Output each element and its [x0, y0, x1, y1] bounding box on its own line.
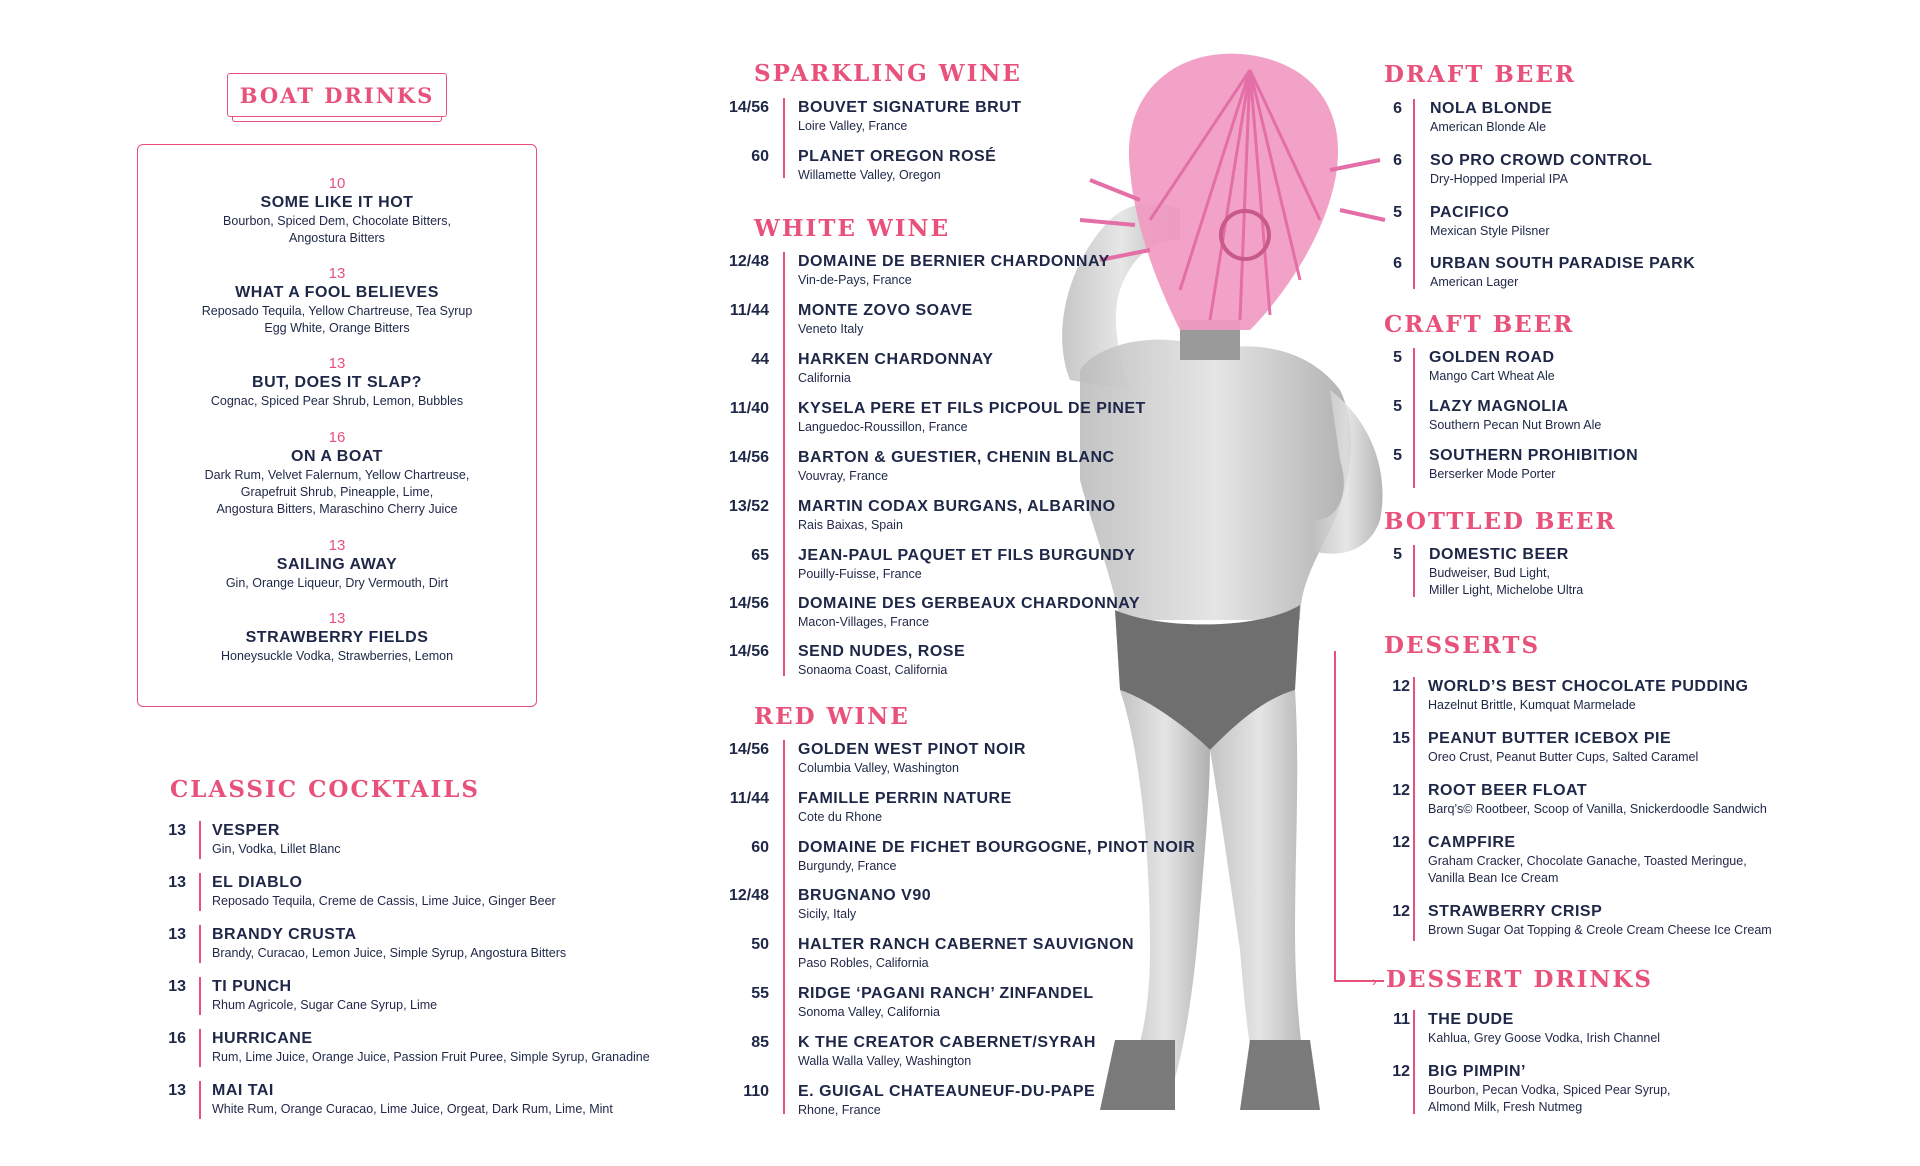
- list-item: [712, 399, 1312, 439]
- item-price: 50: [751, 936, 769, 953]
- item-name: TI PUNCH: [212, 978, 292, 995]
- item-description: White Rum, Orange Curacao, Lime Juice, Orgeat, Dark Rum, Lime, Mint: [212, 1102, 613, 1116]
- item-name: BIG PIMPIN’: [1428, 1063, 1526, 1080]
- item-price: 11/44: [729, 790, 769, 807]
- red-wine-title: RED WINE: [754, 703, 910, 730]
- list-item: [1384, 1010, 1864, 1050]
- list-item: [712, 350, 1312, 390]
- dessert-drinks-title: DESSERT DRINKS: [1386, 966, 1653, 993]
- item-price: 15: [1392, 730, 1410, 747]
- item-name: STRAWBERRY CRISP: [1428, 903, 1603, 920]
- item-name: THE DUDE: [1428, 1011, 1514, 1028]
- item-description: Mango Cart Wheat Ale: [1429, 369, 1555, 383]
- list-item: [712, 935, 1312, 975]
- item-name: MAI TAI: [212, 1082, 274, 1099]
- item-price: 12: [1392, 903, 1410, 920]
- arrow-right-icon: ›: [1372, 973, 1377, 989]
- item-price: 13: [168, 1082, 186, 1099]
- list-item: [138, 265, 536, 337]
- item-price: 16: [168, 1030, 186, 1047]
- item-name: HURRICANE: [212, 1030, 313, 1047]
- item-description: Cote du Rhone: [798, 810, 883, 824]
- item-name: PLANET OREGON ROSÉ: [798, 148, 997, 165]
- item-price: 13: [168, 874, 186, 891]
- item-name: HALTER RANCH CABERNET SAUVIGNON: [798, 936, 1135, 953]
- item-name: PACIFICO: [1430, 204, 1510, 221]
- list-item: [712, 642, 1312, 682]
- list-item: [150, 1081, 710, 1121]
- list-item: [138, 355, 536, 410]
- item-name: SOUTHERN PROHIBITION: [1429, 447, 1639, 464]
- item-description: Macon-Villages, France: [798, 615, 930, 629]
- item-name: JEAN-PAUL PAQUET ET FILS BURGUNDY: [798, 547, 1136, 564]
- item-description: Kahlua, Grey Goose Vodka, Irish Channel: [1428, 1031, 1661, 1045]
- item-description: Gin, Vodka, Lillet Blanc: [212, 842, 341, 856]
- item-name: PEANUT BUTTER ICEBOX PIE: [1428, 730, 1672, 747]
- item-price: 11/44: [729, 302, 769, 319]
- item-name: BRUGNANO V90: [798, 887, 932, 904]
- item-name: DOMAINE DE BERNIER CHARDONNAY: [798, 253, 1110, 270]
- item-price: 6: [1393, 152, 1402, 169]
- list-item: [150, 1029, 710, 1069]
- item-name: URBAN SOUTH PARADISE PARK: [1430, 255, 1696, 272]
- item-description: Honeysuckle Vodka, Strawberries, Lemon: [220, 649, 454, 663]
- item-description: Pouilly-Fuisse, France: [798, 567, 922, 581]
- list-item: [150, 977, 710, 1017]
- item-description: Gin, Orange Liqueur, Dry Vermouth, Dirt: [225, 576, 449, 590]
- list-item: [712, 98, 1272, 138]
- item-name: SOME LIKE IT HOT: [260, 194, 414, 211]
- item-name: STRAWBERRY FIELDS: [245, 629, 429, 646]
- item-description: Brown Sugar Oat Topping & Creole Cream Cheese Ice Cream: [1428, 923, 1772, 937]
- item-price: 5: [1393, 349, 1402, 366]
- item-description: California: [798, 371, 851, 385]
- item-name: KYSELA PERE ET FILS PICPOUL DE PINET: [798, 400, 1146, 417]
- item-name: RIDGE ‘PAGANI RANCH’ ZINFANDEL: [798, 985, 1094, 1002]
- item-name: DOMESTIC BEER: [1429, 546, 1569, 563]
- list-item: [1384, 729, 1864, 769]
- item-name: K THE CREATOR CABERNET/SYRAH: [798, 1034, 1096, 1051]
- item-name: MARTIN CODAX BURGANS, ALBARINO: [798, 498, 1116, 515]
- item-price: 13: [328, 265, 346, 282]
- item-price: 6: [1393, 100, 1402, 117]
- item-description: Bourbon, Spiced Dem, Chocolate Bitters, Angostura Bitters: [223, 214, 451, 245]
- item-description: Loire Valley, France: [798, 119, 908, 133]
- item-description: American Blonde Ale: [1430, 120, 1547, 134]
- item-name: VESPER: [212, 822, 280, 839]
- list-item: [712, 546, 1312, 586]
- list-item: [1384, 254, 1864, 294]
- item-description: Vouvray, France: [798, 469, 889, 483]
- list-item: [712, 1082, 1312, 1122]
- item-description: Brandy, Curacao, Lemon Juice, Simple Syrup, Angostura Bitters: [212, 946, 567, 960]
- list-item: [150, 873, 710, 913]
- item-price: 13/52: [728, 498, 769, 515]
- list-item: [1384, 348, 1864, 388]
- classic-cocktails-title: CLASSIC COCKTAILS: [170, 776, 480, 803]
- item-description: Sicily, Italy: [798, 907, 857, 921]
- item-name: GOLDEN ROAD: [1429, 349, 1555, 366]
- list-item: [1384, 151, 1864, 191]
- item-name: MONTE ZOVO SOAVE: [798, 302, 973, 319]
- item-name: BUT, DOES IT SLAP?: [252, 374, 422, 391]
- sparkling-wine-title: SPARKLING WINE: [754, 60, 1022, 87]
- item-price: 10: [328, 175, 346, 192]
- list-item: [712, 147, 1272, 187]
- item-price: 12/48: [728, 253, 769, 270]
- item-price: 14/56: [728, 643, 769, 660]
- item-description: Willamette Valley, Oregon: [798, 168, 941, 182]
- item-price: 6: [1393, 255, 1402, 272]
- item-price: 12/48: [728, 887, 769, 904]
- item-name: GOLDEN WEST PINOT NOIR: [798, 741, 1026, 758]
- item-price: 110: [743, 1083, 769, 1100]
- item-description: Southern Pecan Nut Brown Ale: [1429, 418, 1602, 432]
- item-price: 11/40: [729, 400, 769, 417]
- list-item: [138, 537, 536, 592]
- desserts-title: DESSERTS: [1384, 632, 1541, 659]
- item-description: Berserker Mode Porter: [1429, 467, 1556, 481]
- item-description: Oreo Crust, Peanut Butter Cups, Salted Caramel: [1428, 750, 1699, 764]
- list-item: [712, 594, 1312, 634]
- item-description: Sonoma Valley, California: [798, 1005, 940, 1019]
- item-name: ON A BOAT: [291, 448, 383, 465]
- item-price: 5: [1393, 546, 1402, 563]
- item-name: DOMAINE DE FICHET BOURGOGNE, PINOT NOIR: [798, 839, 1196, 856]
- item-price: 13: [328, 537, 346, 554]
- list-item: [138, 429, 536, 518]
- item-description: Budweiser, Bud Light, Miller Light, Michelobe Ultra: [1429, 566, 1584, 597]
- item-description: Reposado Tequila, Yellow Chartreuse, Tea Syrup Egg White, Orange Bitters: [201, 304, 473, 335]
- item-name: BRANDY CRUSTA: [212, 926, 357, 943]
- item-name: EL DIABLO: [212, 874, 303, 891]
- item-description: Rhum Agricole, Sugar Cane Syrup, Lime: [212, 998, 438, 1012]
- list-item: [712, 1033, 1312, 1073]
- item-price: 14/56: [728, 595, 769, 612]
- list-item: [712, 448, 1312, 488]
- list-item: [1384, 833, 1864, 887]
- item-price: 12: [1392, 678, 1410, 695]
- list-item: [712, 497, 1312, 537]
- item-description: Vin-de-Pays, France: [798, 273, 912, 287]
- item-price: 5: [1393, 204, 1402, 221]
- list-item: [1384, 99, 1864, 139]
- item-name: LAZY MAGNOLIA: [1429, 398, 1569, 415]
- item-price: 13: [168, 822, 186, 839]
- item-description: Burgundy, France: [798, 859, 897, 873]
- list-item: [138, 175, 536, 247]
- craft-beer-title: CRAFT BEER: [1384, 311, 1575, 338]
- item-name: NOLA BLONDE: [1430, 100, 1553, 117]
- item-description: Cognac, Spiced Pear Shrub, Lemon, Bubbles: [210, 394, 464, 408]
- item-price: 11: [1393, 1011, 1410, 1028]
- list-item: [712, 252, 1312, 292]
- item-description: Rhone, France: [798, 1103, 881, 1117]
- list-item: [150, 925, 710, 965]
- list-item: [138, 610, 536, 665]
- item-description: Bourbon, Pecan Vodka, Spiced Pear Syrup, Almond Milk, Fresh Nutmeg: [1428, 1083, 1671, 1114]
- boat-drinks-panel: [137, 144, 537, 707]
- item-name: HARKEN CHARDONNAY: [798, 351, 994, 368]
- item-name: BOUVET SIGNATURE BRUT: [798, 99, 1022, 116]
- item-name: BARTON & GUESTIER, CHENIN BLANC: [798, 449, 1115, 466]
- list-item: [1384, 781, 1864, 821]
- item-price: 14/56: [728, 99, 769, 116]
- item-description: Paso Robles, California: [798, 956, 929, 970]
- item-price: 5: [1393, 398, 1402, 415]
- item-price: 16: [328, 429, 346, 446]
- item-name: DOMAINE DES GERBEAUX CHARDONNAY: [798, 595, 1141, 612]
- bottled-beer-title: BOTTLED BEER: [1384, 508, 1617, 535]
- item-name: SAILING AWAY: [276, 556, 398, 573]
- item-name: CAMPFIRE: [1428, 834, 1516, 851]
- item-name: SO PRO CROWD CONTROL: [1430, 152, 1653, 169]
- item-price: 85: [751, 1034, 769, 1051]
- list-item: [1384, 902, 1864, 942]
- item-description: Sonaoma Coast, California: [798, 663, 948, 677]
- item-price: 55: [751, 985, 769, 1002]
- item-name: WHAT A FOOL BELIEVES: [235, 284, 439, 301]
- white-wine-title: WHITE WINE: [754, 215, 951, 242]
- item-price: 14/56: [728, 741, 769, 758]
- item-name: SEND NUDES, ROSE: [798, 643, 966, 660]
- item-name: WORLD’S BEST CHOCOLATE PUDDING: [1428, 678, 1749, 695]
- item-description: American Lager: [1430, 275, 1519, 289]
- list-item: [1384, 1062, 1864, 1116]
- item-description: Hazelnut Brittle, Kumquat Marmelade: [1428, 698, 1636, 712]
- boat-drinks-title: BOAT DRINKS: [227, 73, 447, 117]
- item-price: 13: [168, 978, 186, 995]
- connector-line: [1334, 651, 1336, 981]
- list-item: [1384, 446, 1864, 486]
- list-item: [712, 789, 1312, 829]
- item-name: FAMILLE PERRIN NATURE: [798, 790, 1012, 807]
- item-price: 65: [751, 547, 769, 564]
- item-description: Rum, Lime Juice, Orange Juice, Passion Fruit Puree, Simple Syrup, Granadine: [212, 1050, 650, 1064]
- item-description: Veneto Italy: [798, 322, 864, 336]
- list-item: [712, 301, 1312, 341]
- item-price: 12: [1392, 782, 1410, 799]
- item-price: 60: [751, 148, 769, 165]
- item-price: 13: [328, 610, 346, 627]
- item-price: 44: [751, 351, 769, 368]
- list-item: [712, 838, 1312, 878]
- item-description: Dry-Hopped Imperial IPA: [1430, 172, 1569, 186]
- item-description: Graham Cracker, Chocolate Ganache, Toasted Meringue, Vanilla Bean Ice Cream: [1428, 854, 1747, 885]
- item-description: Columbia Valley, Washington: [798, 761, 959, 775]
- list-item: [712, 886, 1312, 926]
- list-item: [1384, 677, 1864, 717]
- list-item: [1384, 203, 1864, 243]
- item-price: 5: [1393, 447, 1402, 464]
- item-price: 13: [328, 355, 346, 372]
- list-item: [712, 740, 1312, 780]
- list-item: [712, 984, 1312, 1024]
- item-description: Languedoc-Roussillon, France: [798, 420, 968, 434]
- item-price: 60: [751, 839, 769, 856]
- item-name: E. GUIGAL CHATEAUNEUF-DU-PAPE: [798, 1083, 1096, 1100]
- item-name: ROOT BEER FLOAT: [1428, 782, 1588, 799]
- item-price: 12: [1392, 1063, 1410, 1080]
- item-price: 12: [1392, 834, 1410, 851]
- item-description: Mexican Style Pilsner: [1430, 224, 1550, 238]
- list-item: [150, 821, 710, 861]
- list-item: [1384, 397, 1864, 437]
- item-description: Walla Walla Valley, Washington: [798, 1054, 972, 1068]
- item-price: 14/56: [728, 449, 769, 466]
- item-description: Rais Baixas, Spain: [798, 518, 903, 532]
- item-description: Dark Rum, Velvet Falernum, Yellow Chartreuse, Grapefruit Shrub, Pineapple, Lime, Angostura Bitters, Maraschino Cherry Juice: [204, 468, 470, 516]
- item-description: Barq’s© Rootbeer, Scoop of Vanilla, Snickerdoodle Sandwich: [1428, 802, 1767, 816]
- draft-beer-title: DRAFT BEER: [1384, 61, 1576, 88]
- item-price: 13: [168, 926, 186, 943]
- list-item: [1384, 545, 1864, 599]
- item-description: Reposado Tequila, Creme de Cassis, Lime Juice, Ginger Beer: [212, 894, 556, 908]
